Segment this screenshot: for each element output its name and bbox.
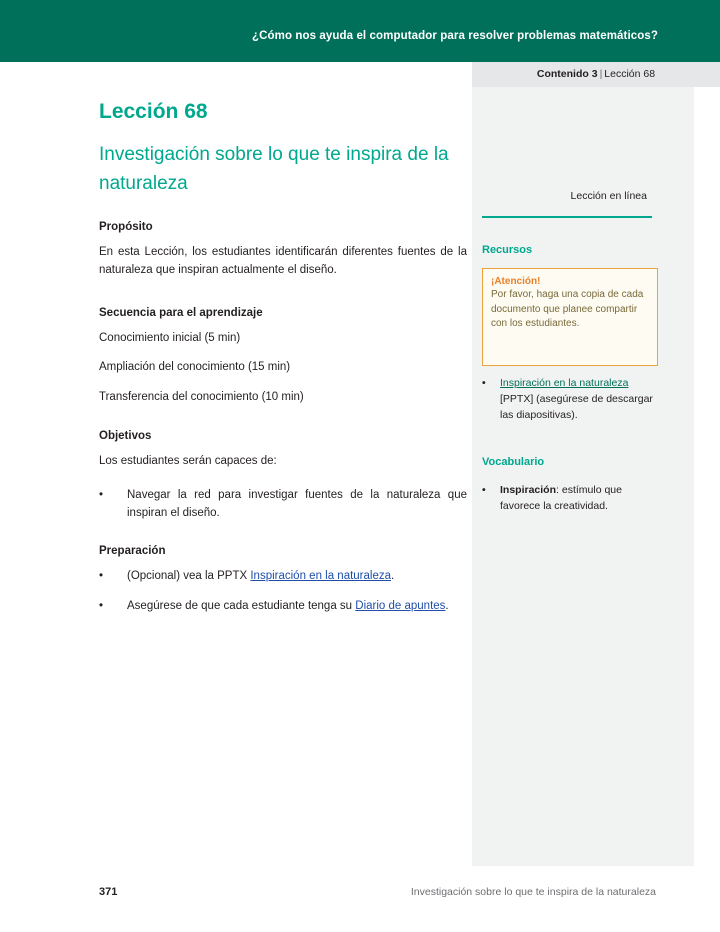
page-number: 371 bbox=[99, 886, 118, 898]
attention-box bbox=[482, 268, 658, 366]
resource-list-item bbox=[482, 376, 654, 423]
online-lesson-label: Lección en línea bbox=[570, 190, 647, 202]
preparation-item-2-link[interactable]: Diario de apuntes bbox=[355, 600, 446, 613]
vocabulary-term: Inspiración bbox=[500, 484, 557, 496]
attention-text: Por favor, haga una copia de cada documento que planee compartir con los estudiantes. bbox=[491, 289, 644, 329]
preparation-item-1-after: . bbox=[391, 570, 395, 583]
preparation-item-1-link[interactable]: Inspiración en la naturaleza bbox=[250, 570, 392, 583]
lesson-number: Lección 68 bbox=[99, 100, 208, 123]
vocabulary-definition: : estímulo que favorece la creatividad. bbox=[500, 484, 622, 513]
sequence-item-2: Ampliación del conocimiento (15 min) bbox=[99, 361, 291, 374]
main-content bbox=[99, 100, 467, 628]
sequence-heading: Secuencia para el aprendizaje bbox=[99, 306, 263, 319]
vocabulary-item-body bbox=[482, 482, 654, 515]
sidebar-tab-content-label: Contenido 3 bbox=[536, 68, 598, 80]
sidebar-tab-text bbox=[472, 68, 720, 80]
preparation-bullet-1: • bbox=[99, 570, 104, 583]
page-title: Investigación sobre lo que te inspira de la naturaleza bbox=[99, 144, 449, 195]
preparation-item-2-before: Asegúrese de que cada estudiante tenga su bbox=[127, 600, 356, 613]
resource-bullet: • bbox=[482, 377, 486, 389]
preparation-bullet-2: • bbox=[99, 600, 104, 613]
sequence-item-3: Transferencia del conocimiento (10 min) bbox=[99, 391, 304, 404]
footer-text: Investigación sobre lo que te inspira de la naturaleza bbox=[410, 886, 656, 898]
sidebar-tab-separator: | bbox=[599, 68, 603, 80]
vocabulary-list-item bbox=[482, 482, 654, 515]
sidebar-tab bbox=[472, 62, 720, 87]
resources-heading: Recursos bbox=[482, 244, 533, 256]
attention-title: ¡Atención! bbox=[491, 276, 541, 287]
sidebar-divider bbox=[482, 216, 652, 218]
preparation-item-2-after: . bbox=[445, 600, 449, 613]
preparation-list-item bbox=[99, 598, 467, 616]
objectives-list-item bbox=[99, 487, 467, 523]
objectives-item-text: Navegar la red para investigar fuentes de la naturaleza que inspiran el diseño. bbox=[127, 488, 467, 519]
preparation-heading: Preparación bbox=[99, 545, 166, 558]
sidebar-panel bbox=[472, 87, 694, 866]
vocabulary-bullet: • bbox=[482, 484, 486, 496]
sequence-item-1: Conocimiento inicial (5 min) bbox=[99, 331, 241, 344]
resource-link[interactable]: Inspiración en la naturaleza bbox=[500, 377, 629, 389]
objectives-bullet: • bbox=[99, 488, 104, 501]
sidebar-tab-lesson-label: Lección 68 bbox=[604, 68, 656, 80]
preparation-list-item bbox=[99, 568, 467, 586]
objectives-heading: Objetivos bbox=[99, 429, 152, 442]
resource-item-body bbox=[482, 376, 654, 423]
purpose-text: En esta Lección, los estudiantes identificarán diferentes fuentes de la naturaleza que inspiran actualmente el diseño. bbox=[99, 245, 467, 276]
preparation-item-1-before: (Opcional) vea la PPTX bbox=[127, 570, 251, 583]
header-title: ¿Cómo nos ayuda el computador para resolver problemas matemáticos? bbox=[251, 30, 658, 42]
resource-item-rest: [PPTX] (asegúrese de descargar las diapositivas). bbox=[500, 392, 653, 421]
purpose-heading: Propósito bbox=[99, 220, 153, 233]
objectives-intro: Los estudiantes serán capaces de: bbox=[99, 454, 277, 467]
vocabulary-heading: Vocabulario bbox=[482, 456, 545, 468]
